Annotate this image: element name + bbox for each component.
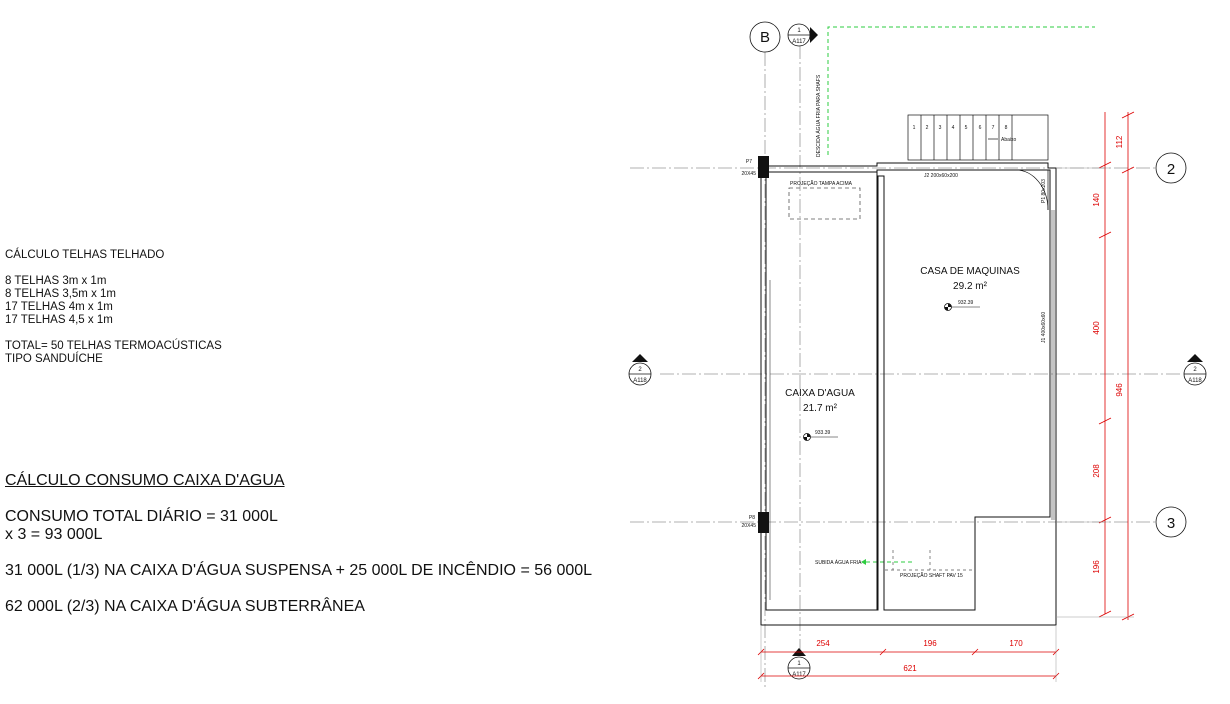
note-p1: P1 80x203 (1041, 179, 1047, 203)
section-bottom-sheet: A117 (792, 672, 806, 678)
pillar-p7-size: 20X45 (741, 171, 756, 177)
consumption-title: CÁLCULO CONSUMO CAIXA D'AGUA (5, 472, 285, 489)
roof-tiles-item: 17 TELHAS 4m x 1m (5, 301, 113, 313)
level-water-tank: 933.39 (815, 430, 831, 436)
grid-label-3: 3 (1166, 515, 1176, 532)
pillar-p7-label: P7 (745, 159, 752, 165)
stair-step: 7 (991, 125, 995, 131)
dimension-946: 946 (1115, 383, 1124, 397)
stair-step: 6 (978, 125, 982, 131)
grid-label-2: 2 (1166, 161, 1176, 178)
note-lid-projection: PROJEÇÃO TAMPA ACIMA (790, 181, 852, 187)
section-top-sheet: A117 (792, 39, 806, 45)
dimension-208: 208 (1092, 464, 1101, 478)
stair-step: 2 (925, 125, 929, 131)
roof-tiles-item: 17 TELHAS 4,5 x 1m (5, 314, 113, 326)
section-bottom-number: 1 (797, 661, 801, 667)
consumption-times-three: x 3 = 93 000L (5, 526, 103, 543)
room-machine-area: 29.2 m² (953, 281, 987, 292)
pillar-p7 (758, 156, 769, 178)
dimension-400: 400 (1092, 321, 1101, 335)
stair-step: 8 (1004, 125, 1008, 131)
consumption-suspended-tank: 31 000L (1/3) NA CAIXA D'ÁGUA SUSPENSA + 25 000L DE INCÊNDIO = 56 000L (5, 562, 593, 579)
note-j2: J2 200x60x200 (924, 173, 958, 179)
dimension-170: 170 (1009, 639, 1023, 648)
consumption-underground-tank: 62 000L (2/3) NA CAIXA D'ÁGUA SUBTERRÂNEA (5, 598, 365, 615)
room-water-tank-name: CAIXA D'AGUA (785, 388, 855, 399)
roof-tiles-type: TIPO SANDUÍCHE (5, 353, 103, 365)
section-left-number: 2 (638, 367, 642, 373)
dimension-196-horizontal: 196 (923, 639, 937, 648)
pillar-p8 (758, 512, 769, 533)
dimension-140: 140 (1092, 193, 1101, 207)
pillar-p8-label: P8 (748, 515, 755, 521)
stair-step: 1 (912, 125, 916, 131)
consumption-daily: CONSUMO TOTAL DIÁRIO = 31 000L (5, 508, 278, 525)
section-left-sheet: A118 (633, 378, 647, 384)
dimension-196-vertical: 196 (1092, 560, 1101, 574)
dimension-621: 621 (903, 664, 917, 673)
note-cold-water-down: DESCIDA ÁGUA FRIA PARA SHAFS (816, 74, 822, 157)
note-shaft-projection: PROJEÇÃO SHAFT PAV 15 (900, 573, 963, 579)
note-cold-water-up: SUBIDA ÁGUA FRIA (815, 560, 862, 566)
pillar-p8-size: 20X45 (741, 523, 756, 529)
section-top-number: 1 (797, 28, 801, 34)
roof-tiles-title: CÁLCULO TELHAS TELHADO (5, 249, 165, 261)
stair-step: 3 (938, 125, 942, 131)
note-j1: J1 400x60x60 (1041, 311, 1047, 343)
section-right-sheet: A118 (1188, 378, 1202, 384)
stair-step: 5 (964, 125, 968, 131)
roof-tiles-total: TOTAL= 50 TELHAS TERMOACÚSTICAS (5, 340, 222, 352)
stairs (908, 115, 1048, 160)
dimension-254: 254 (816, 639, 830, 648)
grid-label-b: B (759, 29, 771, 46)
level-machine-room: 932.39 (958, 300, 974, 306)
section-right-number: 2 (1193, 367, 1197, 373)
room-machine-name: CASA DE MAQUINAS (920, 266, 1020, 277)
dimension-112: 112 (1115, 135, 1124, 149)
stair-down-label: Abaixo (1001, 137, 1017, 143)
stair-step: 4 (951, 125, 955, 131)
room-water-tank-area: 21.7 m² (803, 403, 837, 414)
roof-tiles-item: 8 TELHAS 3,5m x 1m (5, 288, 116, 300)
roof-tiles-item: 8 TELHAS 3m x 1m (5, 275, 107, 287)
